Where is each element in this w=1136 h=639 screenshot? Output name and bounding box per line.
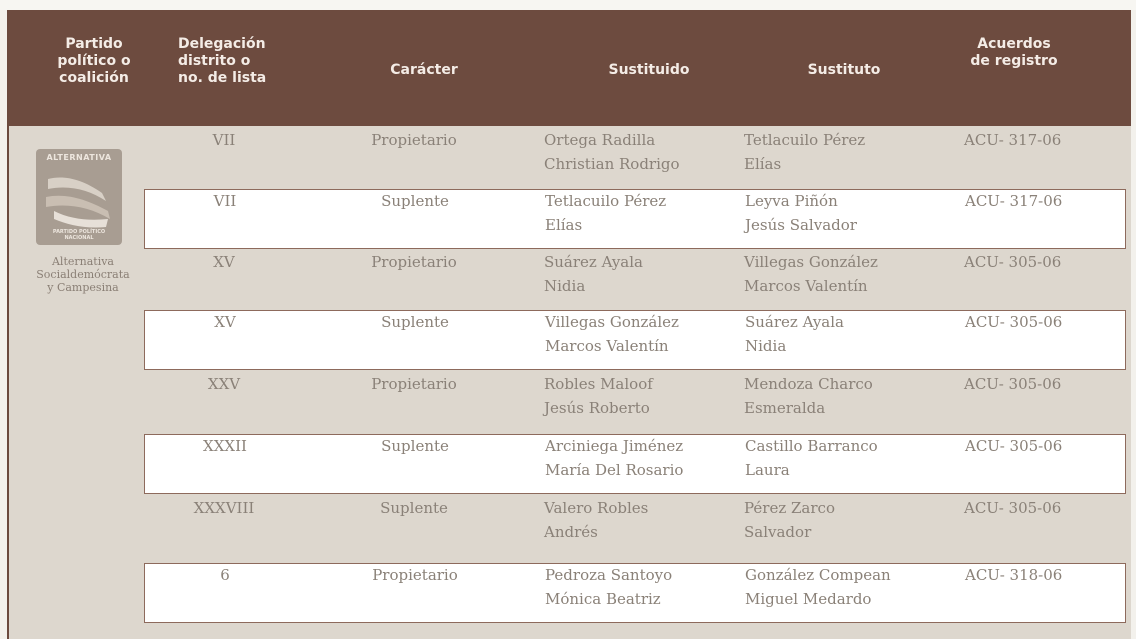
sustituido-line1: Suárez Ayala <box>544 253 643 271</box>
sustituido-line2: Marcos Valentín <box>545 337 669 355</box>
sustituido-line1: Villegas González <box>545 313 679 331</box>
cell-sustituto <box>745 434 878 482</box>
cell-sustituido <box>545 434 683 482</box>
cell-caracter: Suplente <box>381 313 449 331</box>
cell-acuerdo: ACU- 305-06 <box>964 253 1062 271</box>
table-header <box>9 10 1131 126</box>
header-partido: Partido político o coalición <box>57 36 131 86</box>
cell-sustituido <box>544 372 653 420</box>
sustituido-line1: Tetlacuilo Pérez <box>545 192 667 210</box>
cell-delegacion: 6 <box>220 566 230 584</box>
sustituido-line1: Robles Maloof <box>544 375 653 393</box>
party-name: Alternativa Socialdemócrata y Campesina <box>36 255 130 294</box>
cell-sustituto <box>744 496 835 544</box>
sustituto-line2: Elías <box>744 155 782 173</box>
cell-sustituido <box>545 189 666 237</box>
sustituto-line2: Esmeralda <box>744 399 826 417</box>
cell-delegacion: XXXII <box>203 437 247 455</box>
cell-sustituto <box>745 310 844 358</box>
header-caracter: Carácter <box>390 62 458 78</box>
cell-sustituido <box>544 496 648 544</box>
cell-sustituto <box>744 250 878 298</box>
sustituido-line2: Elías <box>545 216 583 234</box>
cell-delegacion: XXXVIII <box>193 499 255 517</box>
cell-delegacion: VII <box>213 192 237 210</box>
table-row <box>144 372 1126 432</box>
table-row <box>144 434 1126 494</box>
cell-acuerdo: ACU- 318-06 <box>965 566 1063 584</box>
cell-acuerdo: ACU- 305-06 <box>965 313 1063 331</box>
cell-caracter: Suplente <box>381 437 449 455</box>
cell-acuerdo: ACU- 305-06 <box>965 437 1063 455</box>
sustituido-line1: Pedroza Santoyo <box>545 566 673 584</box>
sustituto-line2: Marcos Valentín <box>744 277 868 295</box>
table-row <box>144 563 1126 623</box>
sustituto-line2: Nidia <box>745 337 787 355</box>
sustituto-line2: Jesús Salvador <box>745 216 857 234</box>
sustituto-line1: Mendoza Charco <box>744 375 873 393</box>
cell-sustituto <box>744 372 873 420</box>
party-logo <box>36 149 122 245</box>
sustituido-line2: Jesús Roberto <box>544 399 650 417</box>
sustituto-line2: Laura <box>745 461 790 479</box>
sustituido-line2: Nidia <box>544 277 586 295</box>
party-block <box>33 149 133 294</box>
cell-acuerdo: ACU- 305-06 <box>964 499 1062 517</box>
table-row <box>144 496 1126 556</box>
page-top-margin <box>0 0 1136 10</box>
sustituto-line1: Castillo Barranco <box>745 437 878 455</box>
cell-caracter: Propietario <box>372 566 458 584</box>
sustituto-line2: Miguel Medardo <box>745 590 872 608</box>
cell-sustituto <box>745 563 891 611</box>
sustituido-line1: Arciniega Jiménez <box>545 437 684 455</box>
header-acuerdos: Acuerdos de registro <box>970 36 1058 69</box>
cell-acuerdo: ACU- 317-06 <box>965 192 1063 210</box>
cell-sustituido <box>544 128 680 176</box>
cell-delegacion: XXV <box>207 375 241 393</box>
party-logo-title: ALTERNATIVA <box>46 153 112 162</box>
sustituido-line2: María Del Rosario <box>545 461 684 479</box>
sustituto-line1: Tetlacuilo Pérez <box>744 131 866 149</box>
cell-caracter: Suplente <box>380 499 448 517</box>
sustituto-line1: Suárez Ayala <box>745 313 844 331</box>
table-row <box>144 128 1126 188</box>
sustituto-line1: Villegas González <box>744 253 878 271</box>
sustituido-line2: Mónica Beatriz <box>545 590 661 608</box>
cell-sustituto <box>744 128 865 176</box>
table-row <box>144 189 1126 249</box>
cell-delegacion: XV <box>213 253 235 271</box>
cell-caracter: Propietario <box>371 253 457 271</box>
sustituido-line2: Christian Rodrigo <box>544 155 680 173</box>
table-row <box>144 250 1126 310</box>
cell-caracter: Suplente <box>381 192 449 210</box>
sustituto-line1: González Compean <box>745 566 891 584</box>
cell-caracter: Propietario <box>371 375 457 393</box>
cell-sustituto <box>745 189 857 237</box>
cell-acuerdo: ACU- 305-06 <box>964 375 1062 393</box>
sustituido-line1: Ortega Radilla <box>544 131 656 149</box>
cell-sustituido <box>545 310 679 358</box>
cell-caracter: Propietario <box>371 131 457 149</box>
registration-table <box>7 10 1131 639</box>
cell-sustituido <box>544 250 643 298</box>
cell-delegacion: VII <box>212 131 236 149</box>
cell-acuerdo: ACU- 317-06 <box>964 131 1062 149</box>
header-sustituto: Sustituto <box>807 62 881 78</box>
header-sustituido: Sustituido <box>608 62 690 78</box>
sustituto-line2: Salvador <box>744 523 812 541</box>
party-logo-subtitle: PARTIDO POLÍTICO NACIONAL <box>52 229 106 241</box>
header-delegacion: Delegación distrito o no. de lista <box>178 36 267 86</box>
sustituto-line1: Pérez Zarco <box>744 499 835 517</box>
cell-delegacion: XV <box>214 313 236 331</box>
table-row <box>144 310 1126 370</box>
cell-sustituido <box>545 563 672 611</box>
sustituido-line1: Valero Robles <box>544 499 649 517</box>
sustituido-line2: Andrés <box>544 523 598 541</box>
sustituto-line1: Leyva Piñón <box>745 192 838 210</box>
